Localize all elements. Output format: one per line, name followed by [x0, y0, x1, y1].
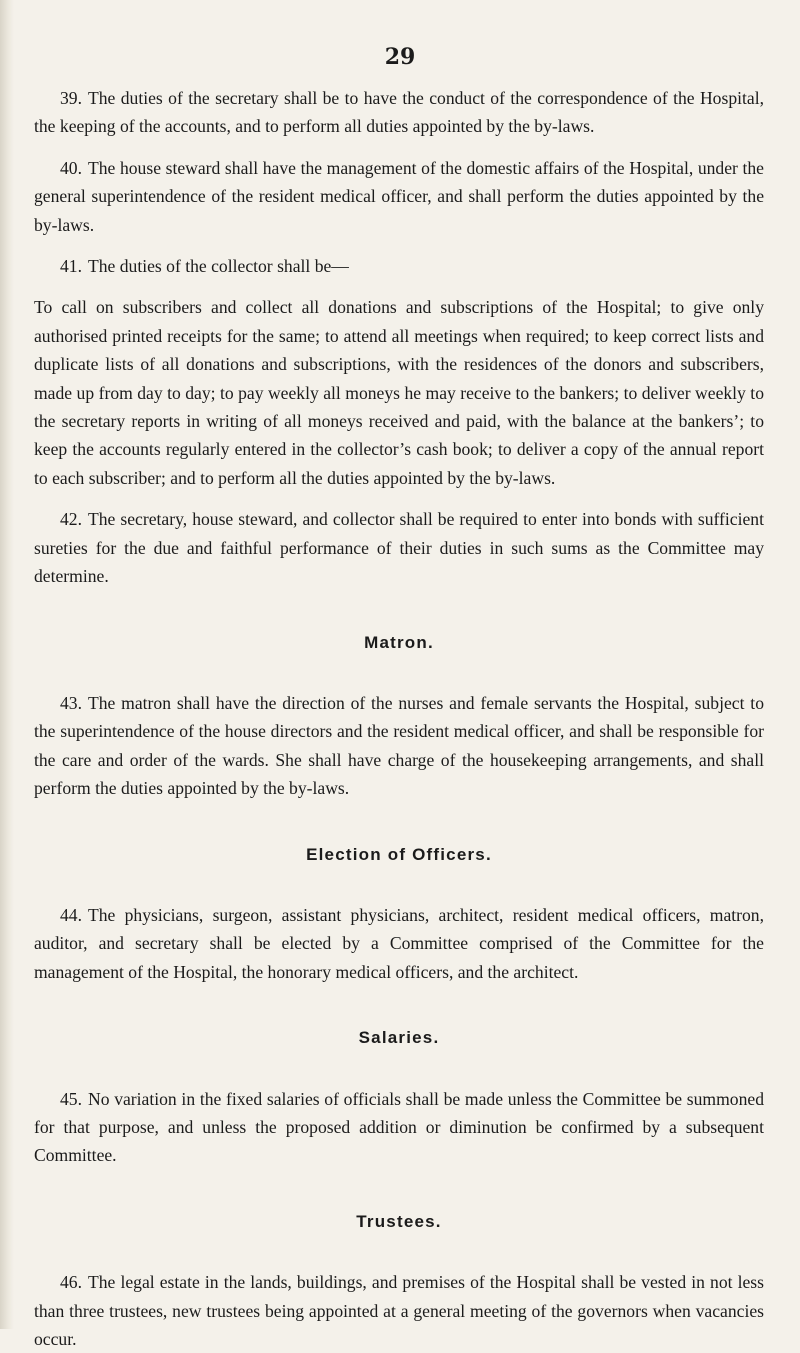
section-trustees — [34, 1208, 764, 1353]
section-heading: Matron. — [364, 632, 434, 652]
paragraph-41: 41. The duties of the collector shall be— — [60, 256, 349, 277]
paragraph-43: 43. The matron shall have the direction of the nurses and female servants the Hospital, subject to the superintendence of the house directors and the resident medical officer, and shall be responsible for the care and order of the wards. She shall have charge of the housekeeping arrangements, and shall perform the duties appointed by the by-laws. — [34, 692, 764, 799]
page-content — [34, 84, 764, 1353]
section-heading: Election of Officers. — [306, 844, 492, 864]
section-officers-duties — [34, 84, 764, 591]
paragraph-41-body: To call on subscribers and collect all donations and subscriptions of the Hospital; to give only authorised printed receipts for the same; to attend all meetings when required; to keep correct lists and duplicate lists of all donations and subscriptions, with the residences of the donors and subscribers, made up from day to day; to pay weekly all moneys he may receive to the bankers; to deliver weekly to the secretary reports in writing of all moneys received and paid, with the balance at the bankers’; to keep the accounts regularly entered in the collector’s cash book; to deliver a copy of the annual report to each subscriber; and to perform all the duties appointed by the by-laws. — [34, 297, 764, 488]
paragraph-40: 40. The house steward shall have the management of the domestic affairs of the Hospital, under the general superintendence of the resident medical officer, and shall perform the duties appointed by the by-laws. — [34, 157, 764, 235]
section-matron — [34, 629, 764, 803]
paragraph-42: 42. The secretary, house steward, and collector shall be required to enter into bonds with sufficient sureties for the due and faithful performance of their duties in such sums as the Committee may determine. — [34, 509, 764, 587]
paragraph-45: 45. No variation in the fixed salaries of officials shall be made unless the Committee be summoned for that purpose, and unless the proposed addition or diminution be confirmed by a subsequent Committee. — [34, 1088, 764, 1166]
paragraph-46: 46. The legal estate in the lands, buildings, and premises of the Hospital shall be vested in not less than three trustees, new trustees being appointed at a general meeting of the governors when vacancies occur. — [34, 1272, 764, 1349]
page-number: 29 — [384, 44, 416, 70]
section-election — [34, 841, 764, 987]
section-heading: Trustees. — [356, 1211, 442, 1231]
section-heading: Salaries. — [358, 1028, 440, 1048]
section-salaries — [34, 1024, 764, 1170]
paragraph-39: 39. The duties of the secretary shall be to have the conduct of the correspondence of the Hospital, the keeping of the accounts, and to perform all duties appointed by the by-laws. — [34, 88, 764, 137]
paragraph-44: 44. The physicians, surgeon, assistant physicians, architect, resident medical officers, matron, auditor, and secretary shall be elected by a Committee comprised of the Committee for the management of the Hospital, the honorary medical officers, and the architect. — [34, 904, 764, 982]
